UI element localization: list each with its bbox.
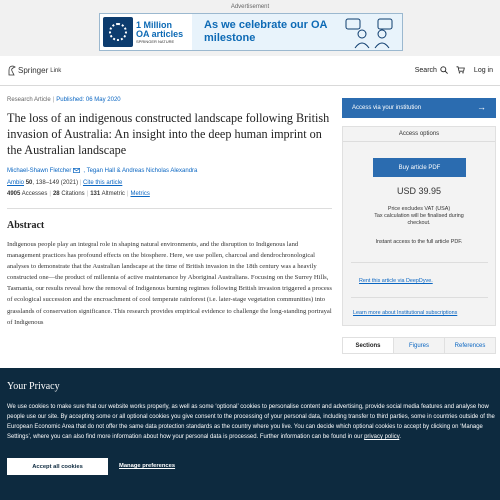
- published-date: Published: 06 May 2020: [56, 97, 121, 103]
- volume: 50: [25, 179, 33, 186]
- article-price: USD 39.95: [396, 186, 442, 196]
- abstract-heading: Abstract: [7, 220, 45, 231]
- cookie-text-body: We use cookies to make sure that our website works properly, as well as some ‘optional’ cookies to personalise content and advertising, provide social media features and analyse how people use our site. By accepting some or all optional cookies you give consent to the processing of your personal data, including transfer to third parties, some in countries outside of the European Economic Area that do not offer the same data protection standards as the country where you live. You can decide which optional cookies to accept by clicking on ‘Manage Settings’, where you can also find more information about how your personal data is processed. Further information can be found in our: [7, 404, 495, 441]
- email-envelope-icon[interactable]: [73, 168, 80, 173]
- cart-icon[interactable]: [456, 66, 465, 74]
- tab-figures[interactable]: Figures: [394, 338, 445, 353]
- institutional-subscriptions-link[interactable]: Learn more about Institutional subscriptions: [353, 310, 458, 316]
- oa-milestone-logo-icon: [103, 17, 133, 47]
- cookie-consent-banner: [0, 368, 500, 500]
- article-nav-tabs: [342, 337, 496, 354]
- metrics-link[interactable]: Metrics: [130, 190, 150, 197]
- access-button-label: Access via your institution: [352, 105, 422, 111]
- springer-link-logo[interactable]: [7, 65, 61, 76]
- author-and: &: [116, 167, 121, 174]
- author-link[interactable]: Tegan Hall: [86, 167, 115, 174]
- article-meta: Research Article | Published: 06 May 2020: [7, 97, 121, 103]
- ad-logo-line1: 1 Million: [136, 19, 172, 30]
- abstract-text: Indigenous people play an integral role in shaping natural environments, and the disruption to Indigenous land management practices has profound effects on the biosphere. Here, we use pollen, charcoal and dendrochronological analyses to demonstrate that the Australian landscape at the time of British invasion in the 18th century was a heavily constructed one—the product of millennia of active maintenance by Aboriginal Australians. Focusing on the Surrey Hills, Tasmania, our results reveal how the removal of Indigenous burning regimes following British invasion triggered a process of ecological succession and the encroachment of cool temperate rainforest (i.e. later-stage vegetation communities) into grasslands of conservation significance. This research provides empirical evidence to challenge the long-standing portrayal of Indigenous: [7, 241, 332, 326]
- article-title: The loss of an indigenous constructed landscape following British invasion of Australia: An insight into the deep human imprint on the Australian landscape: [7, 111, 330, 158]
- ad-logo-line2: OA articles: [136, 28, 184, 39]
- advertisement-label: Advertisement: [230, 4, 270, 10]
- citations-label: Citations: [61, 190, 85, 197]
- section-divider: [7, 208, 332, 209]
- altmetric-count: 131: [90, 190, 101, 197]
- privacy-policy-link[interactable]: privacy policy: [364, 434, 400, 441]
- login-link[interactable]: Log in: [473, 66, 493, 74]
- author-separator: ,: [83, 167, 86, 174]
- options-divider: [351, 262, 488, 263]
- instant-access-note: Instant access to the full article PDF.: [375, 239, 463, 245]
- deepdyve-rent-link[interactable]: Rent this article via DeepDyve.: [359, 278, 433, 284]
- access-options-title: Access options: [343, 127, 495, 142]
- tab-references[interactable]: References: [454, 342, 486, 349]
- ad-logo-line3: SPRINGER NATURE: [136, 38, 175, 44]
- accesses-label: Accesses: [21, 190, 48, 197]
- article-type: Research Article: [7, 97, 51, 103]
- author-link[interactable]: Andreas Nicholas Alexandra: [121, 167, 198, 174]
- cookie-banner-title: Your Privacy: [7, 381, 60, 392]
- citations-count: 28: [52, 190, 60, 197]
- cite-this-article-link[interactable]: Cite this article: [82, 179, 123, 186]
- pages: , 138–149 (2021): [32, 179, 79, 186]
- tab-sections[interactable]: Sections: [343, 338, 394, 353]
- cookie-text-end: .: [399, 434, 401, 441]
- search-label: Search: [414, 66, 437, 74]
- cite-separator: |: [79, 179, 82, 186]
- site-header: [0, 56, 500, 86]
- advertisement-banner[interactable]: [99, 13, 403, 51]
- manage-preferences-link[interactable]: Manage preferences: [119, 463, 176, 469]
- accesses-count: 4905: [7, 190, 21, 197]
- author-list: [7, 168, 332, 174]
- options-divider: [351, 297, 488, 298]
- article-metrics: 4905 Accesses | 28 Citations | 131 Altmetric | Metrics: [7, 190, 150, 197]
- people-illustration-icon: [344, 17, 396, 49]
- brand-suffix: Link: [50, 67, 62, 74]
- accept-all-cookies-button[interactable]: Accept all cookies: [7, 458, 108, 475]
- altmetric-label: Altmetric: [101, 190, 125, 197]
- price-note: [343, 206, 495, 227]
- access-via-institution-button[interactable]: [342, 98, 496, 118]
- springer-horse-icon: [7, 65, 16, 76]
- search-icon: [440, 66, 448, 74]
- ad-logo-block: [100, 14, 192, 50]
- access-options-panel: [342, 126, 496, 326]
- cookie-banner-text: [7, 402, 495, 442]
- article-header: [7, 97, 332, 197]
- vat-note: Price excludes VAT (USA): [387, 206, 451, 212]
- tax-note: Tax calculation will be finalised during checkout.: [374, 213, 464, 227]
- arrow-right-icon: →: [477, 102, 486, 112]
- brand-name: Springer: [18, 66, 49, 75]
- advertisement-area: [0, 0, 500, 56]
- author-link[interactable]: Michael-Shawn Fletcher: [7, 167, 72, 174]
- journal-link[interactable]: Ambio: [7, 179, 25, 186]
- ad-headline: As we celebrate our OA milestone: [204, 19, 328, 44]
- buy-article-pdf-button[interactable]: Buy article PDF: [373, 158, 466, 177]
- search-button[interactable]: [415, 66, 448, 74]
- citation-line: [7, 180, 332, 186]
